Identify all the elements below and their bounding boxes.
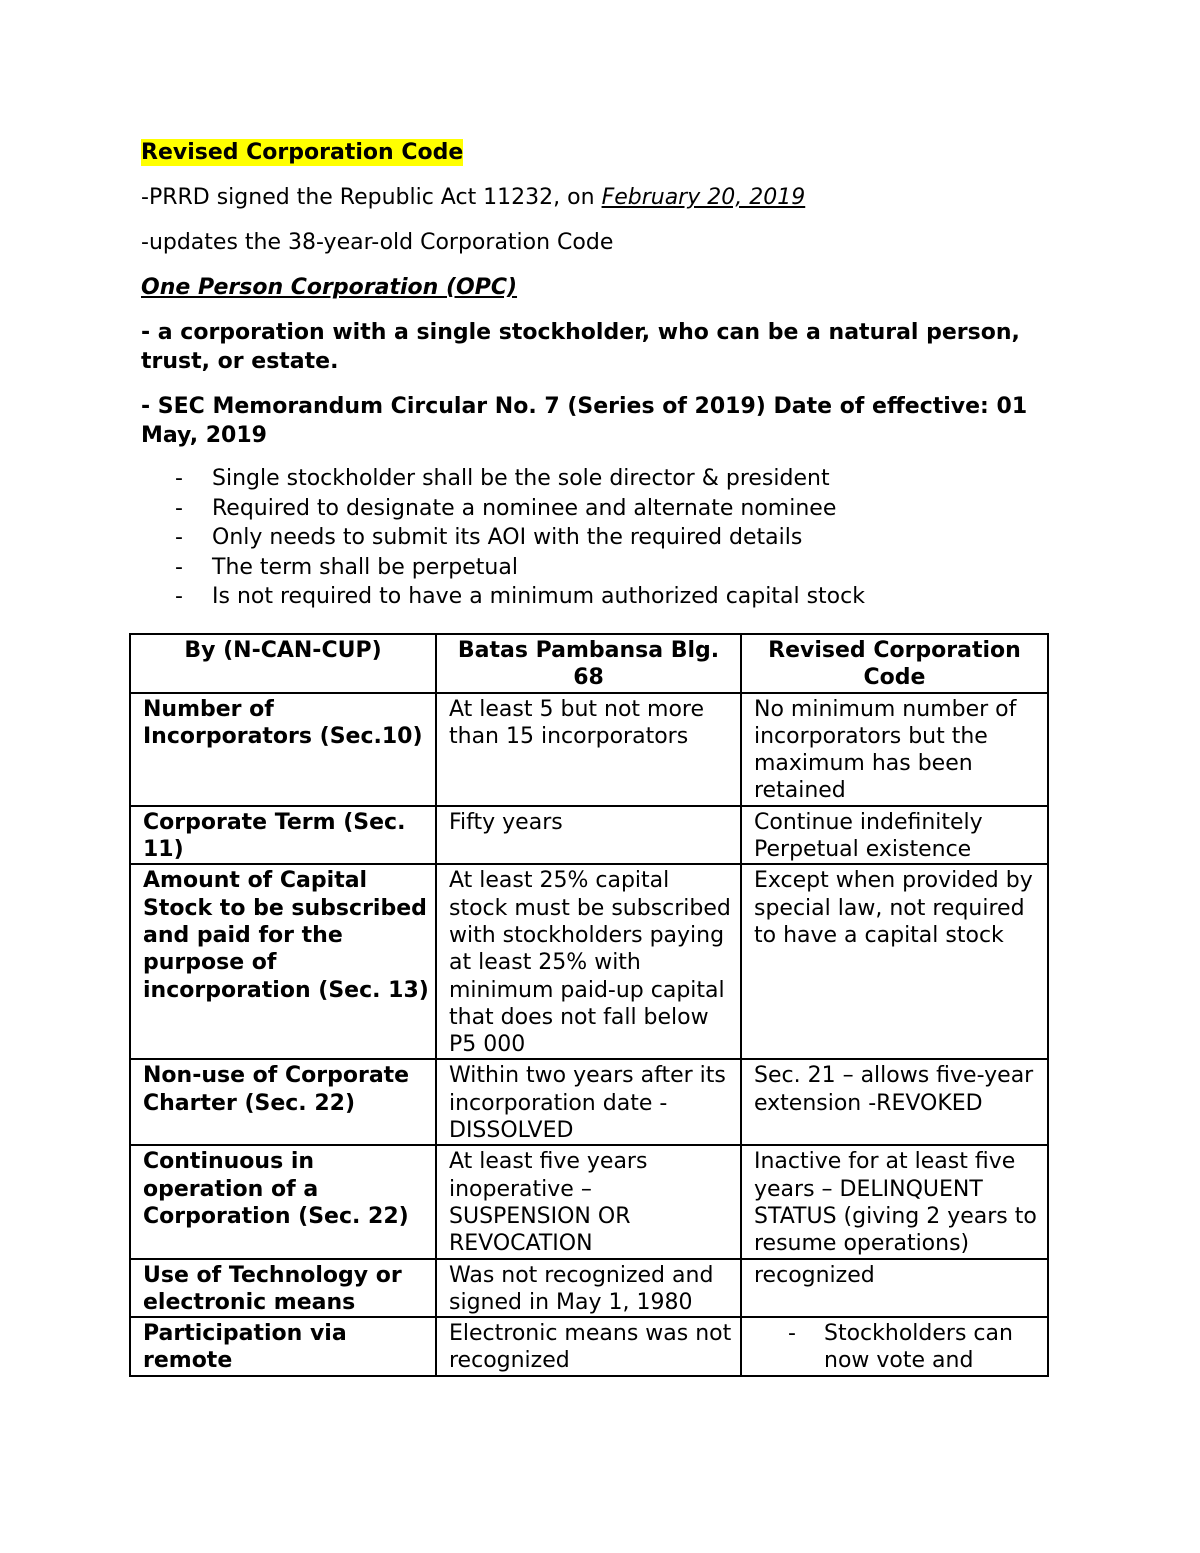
title-line xyxy=(141,138,1051,167)
signing-date: February 20, 2019 xyxy=(601,185,806,210)
row-bp68: At least 5 but not more than 15 incorporators xyxy=(436,693,741,806)
row-rcc: No minimum number of incorporators but the maximum has been retained xyxy=(741,693,1048,806)
header-bp68: Batas Pambansa Blg. 68 xyxy=(436,634,741,693)
row-topic: Participation via remote xyxy=(130,1317,436,1376)
row-bp68: At least 25% capital stock must be subscribed with stockholders paying at least 25% with minimum paid-up capital that does not fall below P5 000 xyxy=(436,864,741,1059)
document-page xyxy=(141,138,1051,612)
row-rcc: Inactive for at least five years – DELINQUENT STATUS (giving 2 years to resume operations) xyxy=(741,1145,1048,1258)
table-row xyxy=(130,1059,1048,1145)
sec-memorandum: - SEC Memorandum Circular No. 7 (Series of 2019) Date of effective: 01 May, 2019 xyxy=(141,394,1028,448)
list-item: - Only needs to submit its AOI with the required details xyxy=(141,523,1051,553)
comparison-table xyxy=(129,633,1049,1377)
dash-bullet: - xyxy=(175,466,183,491)
rcc-bullet-list xyxy=(754,1320,1041,1375)
row-bp68: Within two years after its incorporation date -DISSOLVED xyxy=(436,1059,741,1145)
opc-bullet-list xyxy=(141,464,1051,612)
list-item: - Required to designate a nominee and alternate nominee xyxy=(141,494,1051,524)
row-topic: Amount of Capital Stock to be subscribed and paid for the purpose of incorporation (Sec. 13) xyxy=(130,864,436,1059)
row-topic: Non-use of Corporate Charter (Sec. 22) xyxy=(130,1059,436,1145)
list-item: - Stockholders can now vote and xyxy=(788,1321,1013,1374)
row-rcc: recognized xyxy=(741,1259,1048,1318)
header-rcc: Revised Corporation Code xyxy=(741,634,1048,693)
list-item: - Single stockholder shall be the sole director & president xyxy=(141,464,1051,494)
table-row xyxy=(130,1259,1048,1318)
row-bp68: Was not recognized and signed in May 1, 1980 xyxy=(436,1259,741,1318)
row-bp68: Electronic means was not recognized xyxy=(436,1317,741,1376)
opc-heading: One Person Corporation (OPC) xyxy=(141,275,518,300)
header-criteria: By (N-CAN-CUP) xyxy=(130,634,436,693)
dash-bullet: - xyxy=(175,495,183,521)
row-topic: Corporate Term (Sec. 11) xyxy=(130,806,436,865)
row-rcc xyxy=(741,1317,1048,1376)
dash-bullet: - xyxy=(175,554,183,580)
row-rcc: Continue indefinitely Perpetual existence xyxy=(741,806,1048,865)
dash-bullet: - xyxy=(788,1321,796,1347)
list-item: - Is not required to have a minimum authorized capital stock xyxy=(141,582,1051,612)
row-topic: Use of Technology or electronic means xyxy=(130,1259,436,1318)
document-title: Revised Corporation Code xyxy=(141,140,464,165)
row-bp68: Fifty years xyxy=(436,806,741,865)
row-topic: Continuous in operation of a Corporation (Sec. 22) xyxy=(130,1145,436,1258)
table-row xyxy=(130,864,1048,1059)
update-line: -updates the 38-year-old Corporation Code xyxy=(141,230,614,255)
table-header-row xyxy=(130,634,1048,693)
dash-bullet: - xyxy=(175,584,183,609)
list-item: - The term shall be perpetual xyxy=(141,553,1051,583)
row-rcc: Except when provided by special law, not required to have a capital stock xyxy=(741,864,1048,1059)
row-rcc: Sec. 21 – allows five-year extension -REVOKED xyxy=(741,1059,1048,1145)
table-row xyxy=(130,693,1048,806)
signing-text: -PRRD signed the Republic Act 11232, on xyxy=(141,185,602,210)
opc-definition: - a corporation with a single stockholder, who can be a natural person, trust, or estate. xyxy=(141,320,1020,374)
row-bp68: At least five years inoperative – SUSPENSION OR REVOCATION xyxy=(436,1145,741,1258)
row-topic: Number of Incorporators (Sec.10) xyxy=(130,693,436,806)
table-row xyxy=(130,806,1048,865)
table-row xyxy=(130,1317,1048,1376)
signing-line xyxy=(141,183,1051,212)
dash-bullet: - xyxy=(175,525,183,550)
table-row xyxy=(130,1145,1048,1258)
